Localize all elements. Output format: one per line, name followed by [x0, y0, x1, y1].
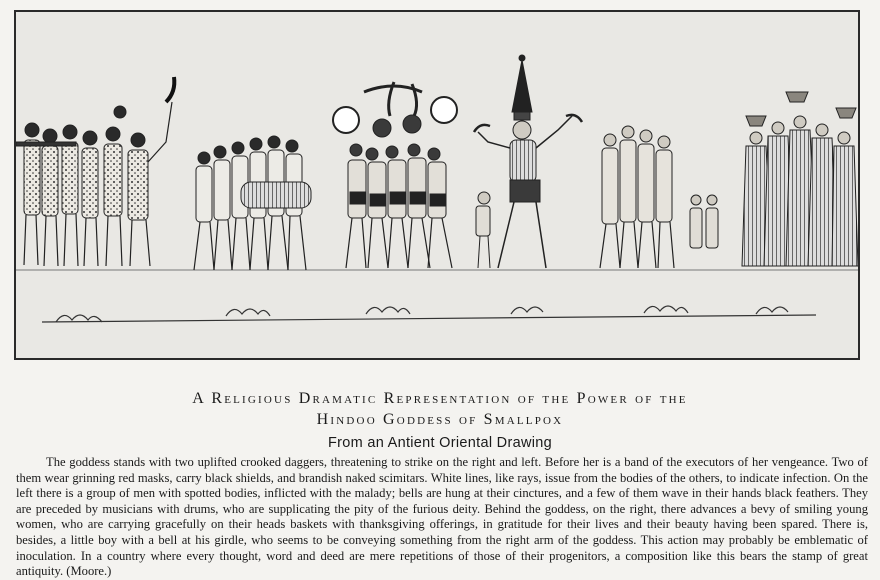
- musicians-group: [194, 136, 311, 270]
- offering-bearers-group: [600, 92, 858, 268]
- illustration-plate: [14, 10, 860, 360]
- caption-block: [0, 388, 880, 451]
- ground-grass: [42, 306, 816, 322]
- caption-title-line-2: Hindoo Goddess of Smallpox: [316, 411, 564, 428]
- executors-group: [333, 82, 457, 268]
- caption-subtitle: From an Antient Oriental Drawing: [328, 435, 552, 451]
- goddess-figure: [474, 55, 582, 268]
- caption-title-line-1: A Religious Dramatic Representation of the Power of the: [192, 390, 688, 407]
- procession-drawing: [16, 12, 858, 358]
- description-paragraph: The goddess stands with two uplifted crooked daggers, threatening to strike on the right and left. Before her is a band of the executors of her vengeance. Two of them wear grinning red masks, carry black shields, and brandish naked scimitars. White lines, like rays, issue from the bodies of the others, to indicate infection. On the left there is a group of men with spotted bodies, inflicted with the malady; bells are hung at their cinctures, and a few of them wave in their hands black feathers. They are preceded by musicians with drums, who are supplicating the pity of the furious deity. Behind the goddess, on the right, there advances a bevy of smiling young women, who are carrying gracefully on their heads baskets with thanksgiving offerings, in gratitude for their lives and their beauty having been spared. There is, besides, a little boy with a bell at his girdle, who seems to be conveying something from the right arm of the goddess. This action may probably be emblematic of inoculation. In a country where every thought, word and deed are mere repetitions of those of their progenitors, a composition like this bears the stamp of great antiquity. (Moore.): [16, 455, 868, 579]
- spotted-men-group: [16, 77, 174, 266]
